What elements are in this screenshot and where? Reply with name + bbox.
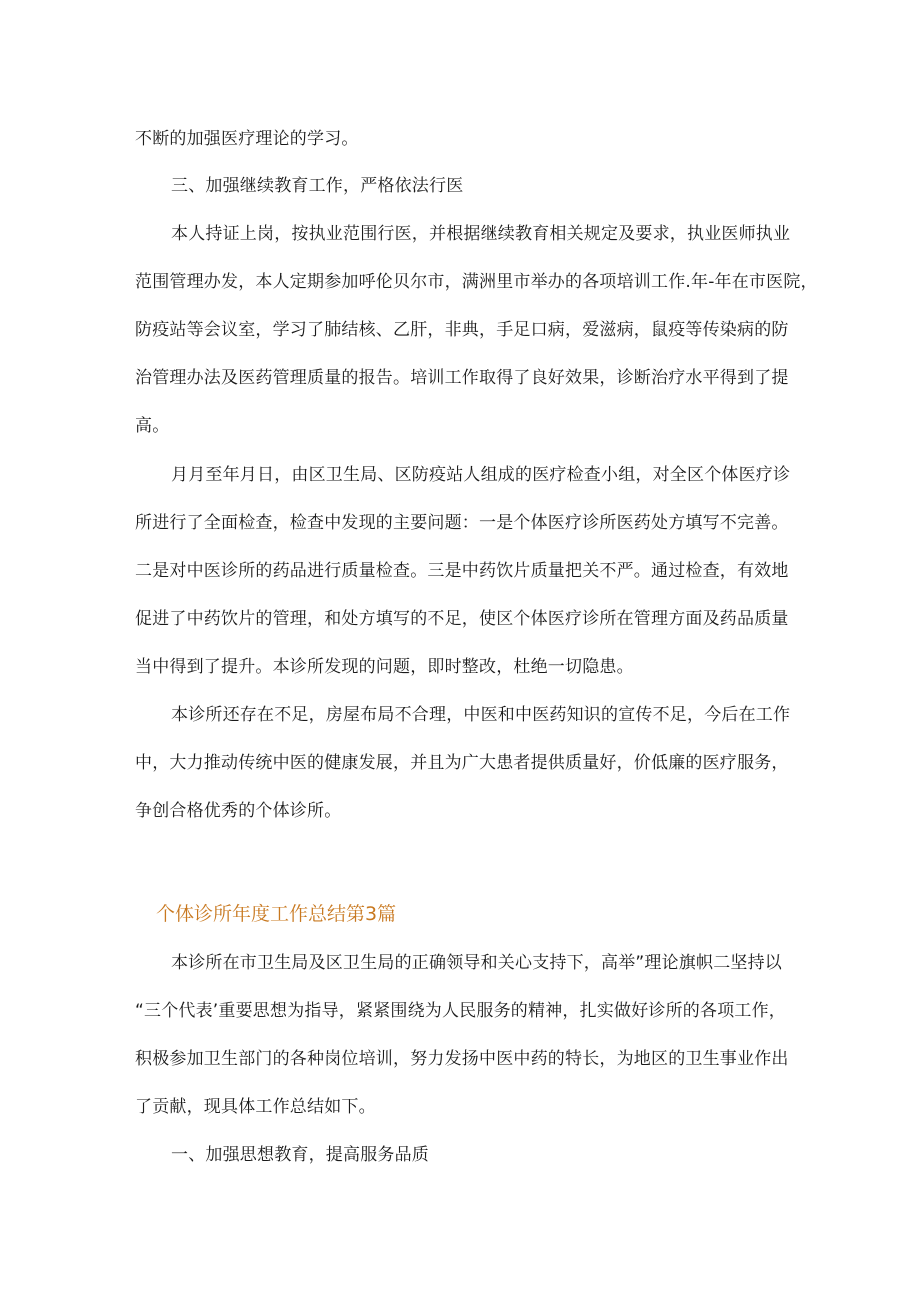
text-line: 积极参加卫生部门的各种岗位培训，努力发扬中医中药的特长，为地区的卫生事业作出	[135, 1049, 789, 1069]
text-line: 二是对中医诊所的药品进行质量检查。三是中药饮片质量把关不严。通过检查，有效地	[135, 561, 789, 581]
subheading-continuing-education: 三、加强继续教育工作，严格依法行医	[171, 176, 464, 196]
text-line: 所进行了全面检查，检查中发现的主要问题：一是个体医疗诊所医药处方填写不完善。	[135, 513, 789, 533]
text-line: 高。	[135, 416, 170, 436]
text-line: “三个代表’重要思想为指导，紧紧围绕为人民服务的精神，扎实做好诊所的各项工作，	[135, 1001, 787, 1021]
text-line: 月月至年月日，由区卫生局、区防疫站人组成的医疗检查小组，对全区个体医疗诊	[171, 465, 791, 485]
text-line: 了贡献，现具体工作总结如下。	[135, 1097, 376, 1117]
text-line: 范围管理办发，本人定期参加呼伦贝尔市，满洲里市举办的各项培训工作.年-年在市医院，	[135, 272, 818, 292]
text-line: 争创合格优秀的个体诊所。	[135, 801, 342, 821]
text-line: 防疫站等会议室，学习了肺结核、乙肝，非典，手足口病，爱滋病，鼠疫等传染病的防	[135, 320, 789, 340]
subheading-ideological-education: 一、加强思想教育，提高服务品质	[171, 1145, 429, 1165]
section-heading: 个体诊所年度工作总结第3篇	[156, 903, 397, 925]
text-line: 不断的加强医疗理论的学习。	[135, 129, 359, 149]
text-line: 促进了中药饮片的管理，和处方填写的不足，使区个体医疗诊所在管理方面及药品质量	[135, 609, 789, 629]
text-line: 当中得到了提升。本诊所发现的问题，即时整改，杜绝一切隐患。	[135, 657, 634, 677]
text-line: 本诊所还存在不足，房屋布局不合理，中医和中医药知识的宣传不足，今后在工作	[171, 705, 791, 725]
text-line: 本诊所在市卫生局及区卫生局的正确领导和关心支持下，高举”理论旗帜二坚持以	[171, 953, 783, 973]
text-line: 本人持证上岗，按执业范围行医，并根据继续教育相关规定及要求，执业医师执业	[171, 224, 791, 244]
text-line: 中，大力推动传统中医的健康发展，并且为广大患者提供质量好，价低廉的医疗服务，	[135, 753, 789, 773]
text-line: 治管理办法及医药管理质量的报告。培训工作取得了良好效果，诊断治疗水平得到了提	[135, 368, 789, 388]
